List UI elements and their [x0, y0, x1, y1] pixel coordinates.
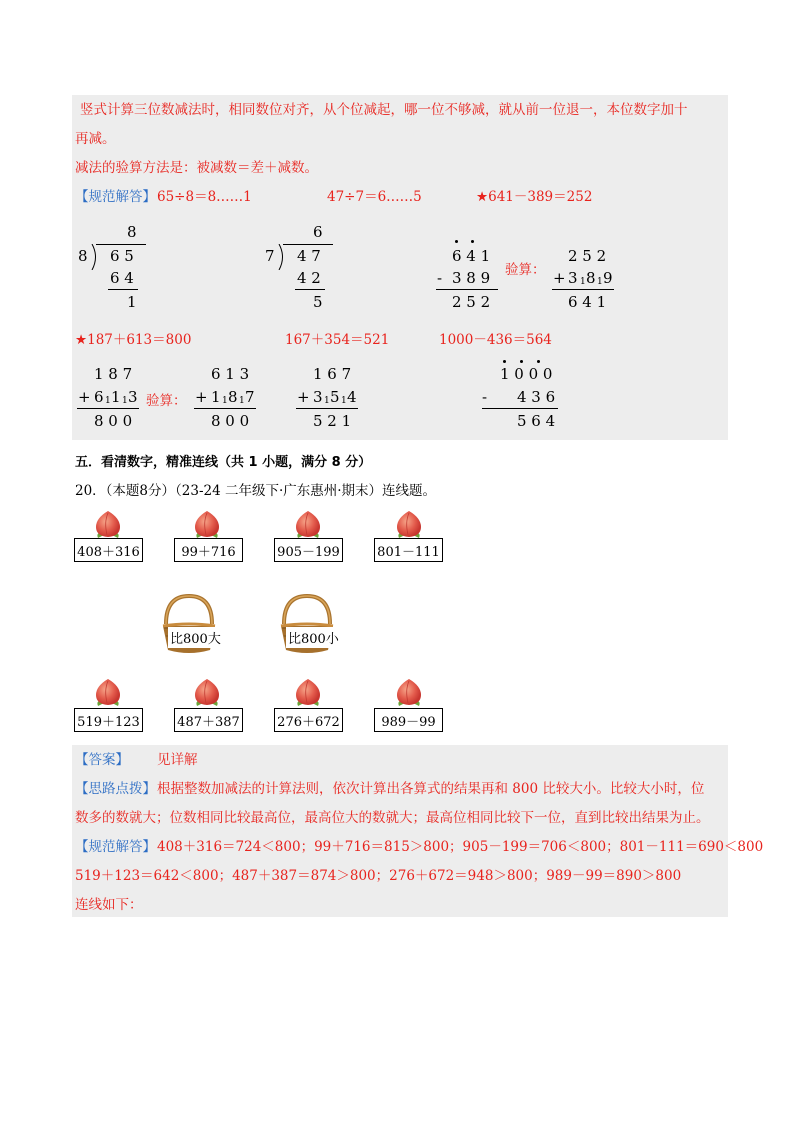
intro-line-3: 减法的验算方法是：被减数＝差＋减数。 [75, 160, 318, 176]
hint-text-2: 数多的数就大；位数相同比较最高位，最高位大的数就大；最高位相同比较下一位，直到比较出结果为止。 [75, 810, 710, 826]
carry: 1 [122, 396, 128, 406]
digit: 3 [568, 269, 578, 287]
expression-box-top-1[interactable]: 408＋316 [74, 538, 143, 562]
result-line [552, 289, 614, 290]
digit: 3 [128, 388, 138, 406]
solution-line-1: 408＋316＝724＜800；99＋716＝815＞800；905－199＝706＜800；801－111＝690＜800 [157, 839, 764, 855]
difference: 5 6 4 [517, 412, 556, 430]
sum: 5 2 1 [313, 412, 352, 430]
peach-icon [94, 510, 122, 540]
carry: 1 [239, 396, 245, 406]
digit: 5 [330, 388, 340, 406]
section-title: 五．看清数字，精准连线（共 1 小题，满分 8 分） [75, 455, 372, 470]
carry: 1 [341, 396, 347, 406]
digit: 6 [94, 388, 104, 406]
solution-label-2: 【规范解答】 [75, 839, 156, 855]
peach-icon [193, 678, 221, 708]
solution-line-3: 连线如下： [75, 897, 143, 913]
carry: 1 [597, 277, 603, 287]
borrow-dot [537, 360, 540, 363]
equation-47-div-7: 47÷7＝6……5 [327, 189, 422, 205]
plus-sign: + [195, 388, 208, 406]
minuend: 1 0 0 0 [500, 365, 553, 383]
expression-box-top-2[interactable]: 99＋716 [174, 538, 243, 562]
basket-label-greater[interactable]: 比800大 [168, 627, 223, 648]
answer-label: 【答案】 [75, 752, 129, 768]
addend-1: 2 5 2 [568, 247, 607, 265]
borrow-dot [471, 240, 474, 243]
digit: 8 [586, 269, 596, 287]
sum: 8 0 0 [94, 412, 133, 430]
expression-box-bottom-4[interactable]: 989－99 [374, 708, 443, 732]
basket-label-less[interactable]: 比800小 [286, 627, 341, 648]
digit: 3 [313, 388, 323, 406]
division-bar [96, 244, 146, 245]
check-label: 验算： [505, 262, 546, 278]
remainder: 1 [127, 293, 137, 311]
expression-box-bottom-1[interactable]: 519＋123 [74, 708, 143, 732]
addend-1: 1 6 7 [313, 365, 352, 383]
dividend: 4 7 [297, 247, 321, 265]
result-line [194, 408, 256, 409]
intro-line-1: 竖式计算三位数减法时，相同数位对齐，从个位减起，哪一位不够减，就从前一位退一，本位数字加十 [80, 102, 688, 118]
solution-line-2: 519＋123＝642＜800；487＋387＝874＞800；276＋672＝948＞800；989－99＝890＞800 [75, 868, 682, 884]
division-bracket [277, 244, 287, 270]
digit: 7 [245, 388, 255, 406]
expression-box-top-4[interactable]: 801－111 [374, 538, 443, 562]
expression-box-bottom-2[interactable]: 487＋387 [174, 708, 243, 732]
peach-icon [395, 510, 423, 540]
peach-icon [294, 678, 322, 708]
equation-641-minus-389: ★641－389＝252 [476, 189, 593, 205]
result-line [436, 289, 498, 290]
equation-167-plus-354: 167＋354＝521 [285, 332, 390, 348]
divisor: 7 [265, 247, 275, 265]
divisor: 8 [78, 247, 88, 265]
borrow-dot [503, 360, 506, 363]
intro-line-2: 再减。 [75, 131, 116, 147]
expression-box-bottom-3[interactable]: 276＋672 [274, 708, 343, 732]
carry: 1 [222, 396, 228, 406]
sum: 8 0 0 [211, 412, 250, 430]
digit: 1 [111, 388, 121, 406]
subtrahend: 3 8 9 [452, 269, 491, 287]
digit: 4 [347, 388, 357, 406]
product: 4 2 [297, 269, 321, 287]
remainder: 5 [313, 293, 323, 311]
result-line [296, 408, 358, 409]
addend-1: 6 1 3 [211, 365, 250, 383]
hint-label: 【思路点拨】 [75, 781, 156, 797]
equation-187-plus-613: ★187＋613＝800 [75, 332, 192, 348]
digit: 9 [603, 269, 613, 287]
quotient: 6 [313, 223, 323, 241]
digit: 8 [228, 388, 238, 406]
quotient: 8 [127, 223, 137, 241]
plus-sign: + [553, 269, 566, 287]
expression-box-top-3[interactable]: 905－199 [274, 538, 343, 562]
peach-icon [395, 678, 423, 708]
sum: 6 4 1 [568, 293, 607, 311]
division-bar [283, 244, 333, 245]
peach-icon [193, 510, 221, 540]
carry: 1 [580, 277, 586, 287]
peach-icon [94, 678, 122, 708]
answer-text: 见详解 [157, 752, 198, 768]
plus-sign: + [297, 388, 310, 406]
answer-block-top [72, 95, 728, 440]
carry: 1 [105, 396, 111, 406]
hint-text: 根据整数加减法的计算法则，依次计算出各算式的结果再和 800 比较大小。比较大小时，位 [157, 781, 705, 797]
plus-sign: + [78, 388, 91, 406]
borrow-dot [455, 240, 458, 243]
dividend: 6 5 [110, 247, 134, 265]
minus-sign: - [482, 388, 488, 406]
subtrahend: 4 3 6 [517, 388, 556, 406]
carry: 1 [324, 396, 330, 406]
minuend: 6 4 1 [452, 247, 491, 265]
borrow-dot [520, 360, 523, 363]
minus-sign: - [437, 269, 443, 287]
answer-block-bottom [72, 745, 728, 917]
division-bracket [90, 244, 100, 270]
digit: 1 [211, 388, 221, 406]
addend-1: 1 8 7 [94, 365, 133, 383]
product-line [295, 289, 325, 290]
equation-65-div-8: 65÷8＝8……1 [157, 189, 252, 205]
result-line [77, 408, 139, 409]
result-line [482, 408, 558, 409]
equation-1000-minus-436: 1000－436＝564 [439, 332, 552, 348]
solution-label: 【规范解答】 [75, 189, 156, 205]
difference: 2 5 2 [452, 293, 491, 311]
peach-icon [294, 510, 322, 540]
product-line [108, 289, 138, 290]
check-label: 验算： [146, 393, 187, 409]
question-text: 20．（本题8分）（23-24 二年级下·广东惠州·期末）连线题。 [75, 483, 437, 499]
product: 6 4 [110, 269, 134, 287]
